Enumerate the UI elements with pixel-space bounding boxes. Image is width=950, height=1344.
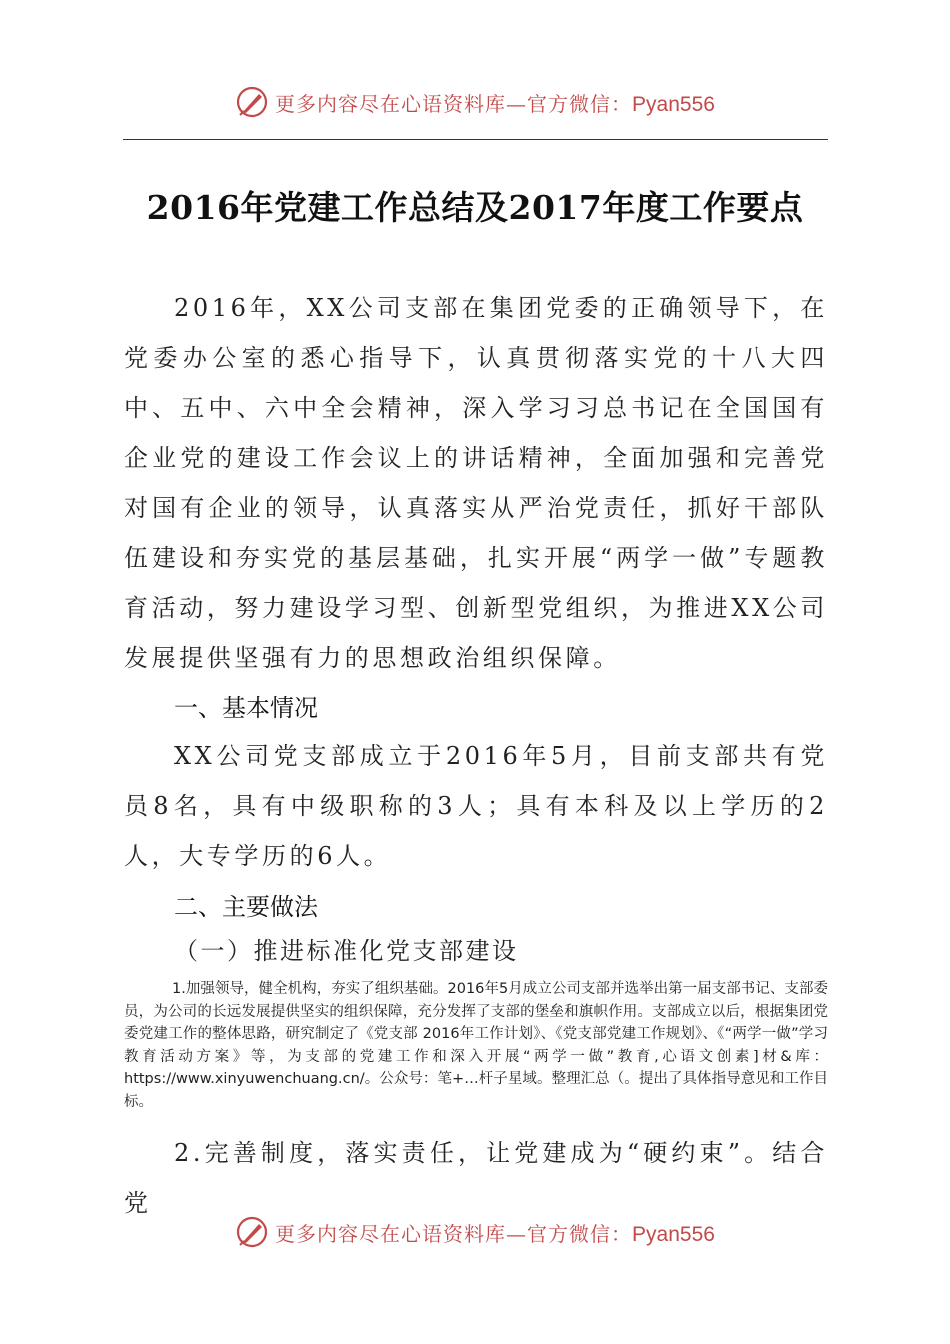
footer-wechat-id: Pyan556 [632,1222,715,1246]
banner-wechat-id: Pyan556 [632,92,715,116]
intro-paragraph: 2016年，XX公司支部在集团党委的正确领导下，在党委办公室的悉心指导下，认真贯彻落实党的十八大四中、五中、六中全会精神，深入学习习总书记在全国国有企业党的建设工作会议上的讲话精神，全面加强和完善党对国有企业的领导，认真落实从严治党责任，抓好干部队伍建设和夯实党的基层基础，扎实开展“两学一做”专题教育活动，努力建设学习型、创新型党组织，为推进XX公司发展提供坚强有力的思想政治组织保障。 [124,294,828,672]
item1-paragraph [124,978,828,1113]
footer-slogan: 更多内容尽在心语资料库—官方微信： [275,1221,633,1246]
basic-info-paragraph: XX公司党支部成立于2016年5月，目前支部共有党员8名，具有中级职称的3人；具有本科及以上学历的2人，大专学历的6人。 [124,742,828,870]
header-divider [123,139,828,140]
header-banner [0,80,950,124]
section-heading-basic: 一、基本情况 [174,694,318,722]
section-heading-methods: 二、主要做法 [174,893,318,921]
item1-text: 1.加强领导，健全机构，夯实了组织基础。2016年5月成立公司支部并选举出第一届支部书记、支部委员，为公司的长远发展提供坚实的组织保障，充分发挥了支部的堡垒和旗帜作用。支部成立以后，根据集团党委党建工作的整体思路，研究制定了《党支部 2016年工作计划》、《党支部党建工作规划》、《“两学一做”学习教育活动方案》等，为支部的党建工作和深入开展“两学一做”教育,心语文创素]材&库：https://www.xinyuwenchuang.cn/。公众号：笔+…杆子星域。整理汇总（。提出了具体指导意见和工作目标。 [124,981,828,1110]
document-title: 2016年党建工作总结及2017年度工作要点 [146,188,804,227]
footer-banner [0,1210,950,1254]
quill-logo-icon [235,85,269,119]
banner-text [275,88,715,117]
banner-slogan: 更多内容尽在心语资料库—官方微信： [275,91,633,116]
footer-text [275,1218,715,1247]
quill-logo-icon [235,1215,269,1249]
sub-heading-standardization: （一）推进标准化党支部建设 [174,937,519,965]
item2-paragraph: 2.完善制度，落实责任，让党建成为“硬约束”。结合党 [124,1139,828,1217]
